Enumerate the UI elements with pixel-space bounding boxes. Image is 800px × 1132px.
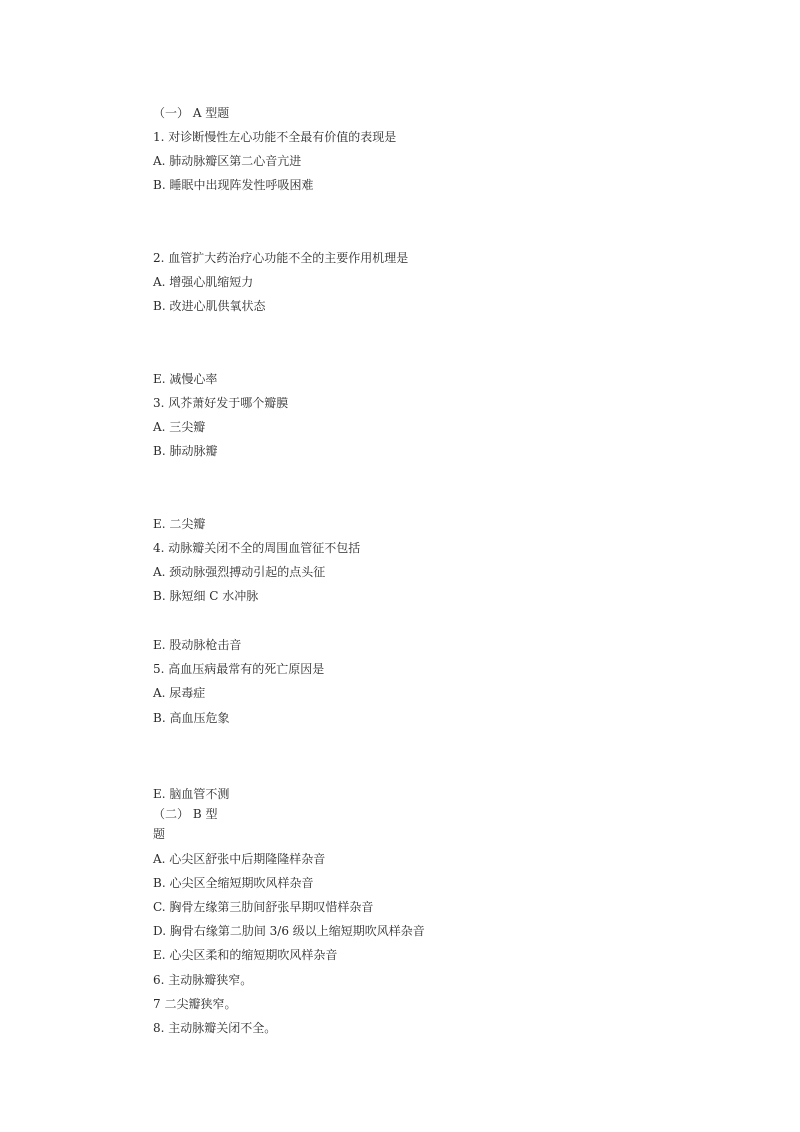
question-1: 1. 对诊断慢性左心功能不全最有价值的表现是 xyxy=(153,130,397,144)
section-b-heading-continued: 题 xyxy=(153,827,166,841)
question-5-option-a: A. 尿毒症 xyxy=(153,686,206,700)
question-6: 6. 主动脉瓣狭窄。 xyxy=(153,973,253,987)
section-b-heading: （二） B 型 xyxy=(153,807,218,821)
question-4-option-a: A. 颈动脉强烈搏动引起的点头征 xyxy=(153,565,326,579)
question-4: 4. 动脉瓣关闭不全的周围血管征不包括 xyxy=(153,541,361,555)
question-3: 3. 风芥萧好发于哪个瓣膜 xyxy=(153,396,289,410)
question-5: 5. 高血压病最常有的死亡原因是 xyxy=(153,662,325,676)
b-option-e: E. 心尖区柔和的缩短期吹风样杂音 xyxy=(153,948,338,962)
question-2: 2. 血管扩大药治疗心功能不全的主要作用机理是 xyxy=(153,251,409,265)
question-7: 7 二尖瓣狭窄。 xyxy=(153,997,237,1011)
question-2-option-e: E. 减慢心率 xyxy=(153,372,218,386)
question-8: 8. 主动脉瓣关闭不全。 xyxy=(153,1021,277,1035)
section-a-heading: （一） A 型题 xyxy=(153,106,230,120)
question-3-option-e: E. 二尖瓣 xyxy=(153,517,206,531)
question-4-option-e: E. 股动脉枪击音 xyxy=(153,638,242,652)
b-option-a: A. 心尖区舒张中后期隆隆样杂音 xyxy=(153,852,326,866)
question-3-option-a: A. 三尖瓣 xyxy=(153,420,206,434)
b-option-c: C. 胸骨左缘第三肋间舒张早期叹惜样杂音 xyxy=(153,900,374,914)
question-1-option-b: B. 睡眠中出现阵发性呼吸困难 xyxy=(153,178,314,192)
question-2-option-a: A. 增强心肌缩短力 xyxy=(153,275,254,289)
question-4-option-b: B. 脉短细 C 水冲脉 xyxy=(153,589,259,603)
b-option-b: B. 心尖区全缩短期吹风样杂音 xyxy=(153,876,314,890)
question-3-option-b: B. 肺动脉瓣 xyxy=(153,444,218,458)
question-5-option-b: B. 高血压危象 xyxy=(153,711,230,725)
b-option-d: D. 胸骨右缘第二肋间 3/6 级以上缩短期吹风样杂音 xyxy=(153,924,425,938)
question-2-option-b: B. 改进心肌供氧状态 xyxy=(153,299,266,313)
question-1-option-a: A. 肺动脉瓣区第二心音亢进 xyxy=(153,154,302,168)
question-5-option-e: E. 脑血管不测 xyxy=(153,787,230,801)
